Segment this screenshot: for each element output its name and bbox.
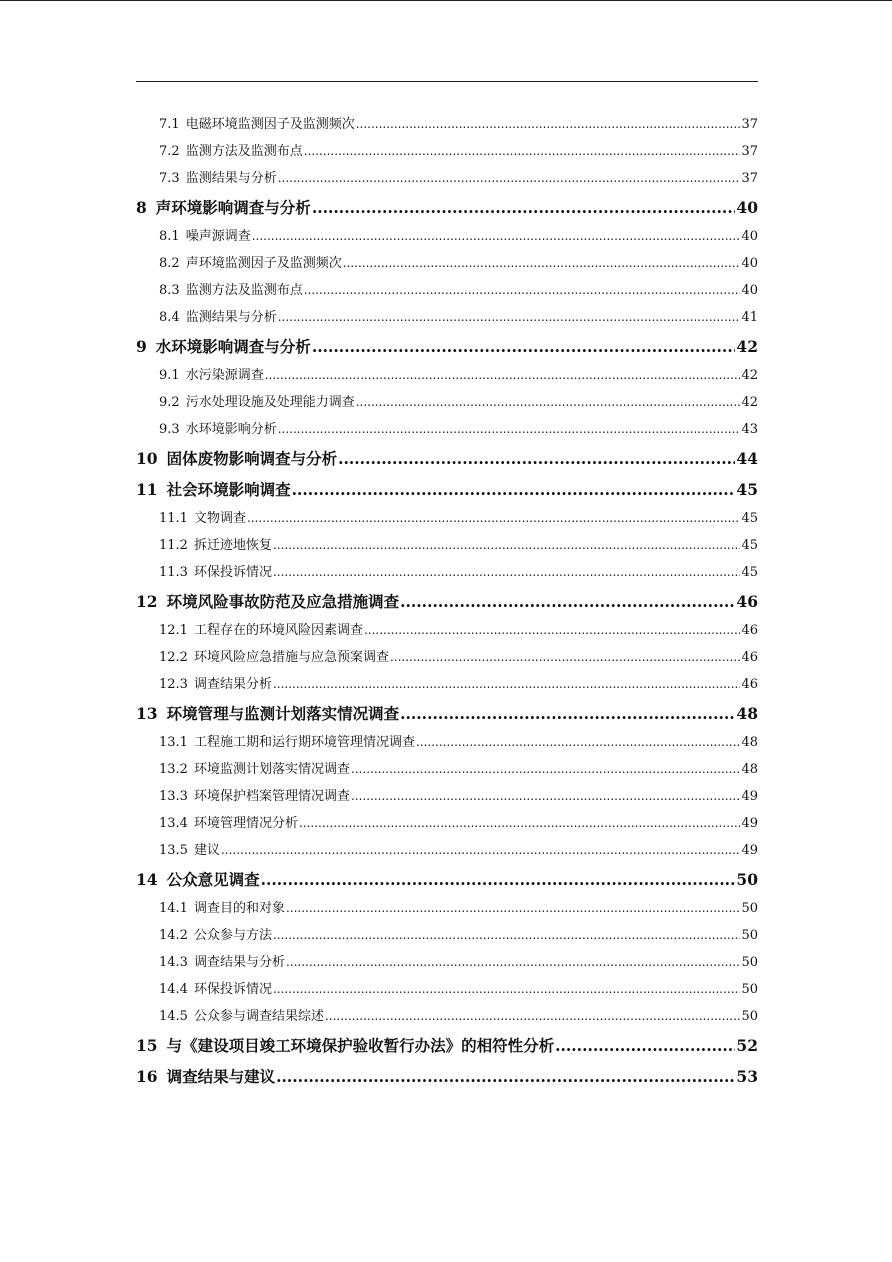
toc-section-entry[interactable] — [136, 304, 758, 331]
toc-entry-page-number: 46 — [741, 623, 758, 638]
toc-entry-page-number: 50 — [741, 928, 758, 943]
toc-entry-title: 公众意见调查 — [166, 870, 260, 889]
toc-dot-leader — [325, 1003, 740, 1030]
toc-entry-title: 水环境影响调查与分析 — [155, 337, 311, 356]
toc-dot-leader — [416, 729, 740, 756]
toc-entry-title: 环境保护档案管理情况调查 — [193, 789, 350, 804]
toc-section-entry[interactable] — [136, 729, 758, 756]
toc-entry-number: 14.5 — [159, 1009, 188, 1024]
toc-entry-title: 环境监测计划落实情况调查 — [193, 762, 350, 777]
toc-chapter-entry[interactable] — [136, 443, 758, 474]
toc-dot-leader — [312, 331, 736, 362]
toc-dot-leader — [286, 949, 740, 976]
toc-section-entry[interactable] — [136, 810, 758, 837]
toc-entry-number: 14.4 — [159, 982, 188, 997]
toc-entry-number: 8.1 — [159, 229, 180, 244]
toc-section-entry[interactable] — [136, 756, 758, 783]
toc-entry-title: 声环境监测因子及监测频次 — [185, 256, 342, 271]
toc-entry-title: 调查目的和对象 — [193, 901, 285, 916]
toc-section-entry[interactable] — [136, 138, 758, 165]
toc-dot-leader — [273, 532, 740, 559]
toc-entry-page-number: 46 — [741, 677, 758, 692]
toc-entry-page-number: 49 — [741, 843, 758, 858]
toc-section-entry[interactable] — [136, 389, 758, 416]
toc-section-entry[interactable] — [136, 671, 758, 698]
toc-dot-leader — [312, 192, 736, 223]
toc-entry-title: 环境管理情况分析 — [193, 816, 298, 831]
toc-entry-number: 11 — [136, 480, 158, 499]
toc-dot-leader — [400, 586, 735, 617]
toc-entry-title: 调查结果分析 — [193, 677, 272, 692]
toc-entry-title: 固体废物影响调查与分析 — [166, 449, 338, 468]
toc-section-entry[interactable] — [136, 277, 758, 304]
toc-entry-number: 7.3 — [159, 171, 180, 186]
toc-entry-title: 建议 — [193, 843, 220, 858]
toc-entry-page-number: 53 — [736, 1067, 758, 1086]
toc-entry-page-number: 37 — [741, 144, 758, 159]
toc-entry-number: 9.1 — [159, 368, 180, 383]
toc-entry-number: 11.1 — [159, 511, 188, 526]
toc-entry-number: 13.5 — [159, 843, 188, 858]
toc-entry-page-number: 45 — [741, 565, 758, 580]
toc-section-entry[interactable] — [136, 416, 758, 443]
toc-entry-page-number: 42 — [741, 395, 758, 410]
toc-dot-leader — [273, 976, 740, 1003]
toc-entry-page-number: 40 — [741, 283, 758, 298]
toc-entry-number: 14.3 — [159, 955, 188, 970]
toc-entry-page-number: 43 — [741, 422, 758, 437]
toc-section-entry[interactable] — [136, 223, 758, 250]
toc-dot-leader — [356, 389, 741, 416]
toc-dot-leader — [261, 864, 736, 895]
toc-entry-title: 公众参与方法 — [193, 928, 272, 943]
toc-dot-leader — [273, 559, 740, 586]
toc-entry-number: 9.2 — [159, 395, 180, 410]
toc-dot-leader — [555, 1030, 735, 1061]
toc-entry-title: 水环境影响分析 — [185, 422, 277, 437]
toc-entry-page-number: 40 — [736, 198, 758, 217]
toc-entry-page-number: 50 — [736, 870, 758, 889]
toc-entry-number: 14.1 — [159, 901, 188, 916]
toc-section-entry[interactable] — [136, 783, 758, 810]
toc-entry-title: 调查结果与分析 — [193, 955, 285, 970]
toc-entry-title: 监测结果与分析 — [185, 171, 277, 186]
toc-entry-number: 13.1 — [159, 735, 188, 750]
toc-entry-page-number: 50 — [741, 955, 758, 970]
toc-entry-title: 污水处理设施及处理能力调查 — [185, 395, 355, 410]
toc-entry-page-number: 49 — [741, 816, 758, 831]
toc-dot-leader — [343, 250, 741, 277]
toc-entry-number: 7.1 — [159, 117, 180, 132]
toc-entry-title: 公众参与调查结果综述 — [193, 1009, 324, 1024]
toc-entry-page-number: 42 — [741, 368, 758, 383]
toc-entry-number: 14 — [136, 870, 158, 889]
toc-entry-page-number: 48 — [736, 704, 758, 723]
toc-section-entry[interactable] — [136, 250, 758, 277]
toc-entry-number: 9.3 — [159, 422, 180, 437]
toc-entry-page-number: 40 — [741, 256, 758, 271]
toc-dot-leader — [364, 617, 740, 644]
toc-entry-page-number: 48 — [741, 762, 758, 777]
toc-entry-title: 声环境影响调查与分析 — [155, 198, 311, 217]
toc-entry-title: 拆迁迹地恢复 — [193, 538, 272, 553]
toc-dot-leader — [278, 416, 741, 443]
toc-section-entry[interactable] — [136, 505, 758, 532]
toc-section-entry[interactable] — [136, 1003, 758, 1030]
toc-dot-leader — [278, 304, 741, 331]
toc-section-entry[interactable] — [136, 644, 758, 671]
toc-entry-page-number: 50 — [741, 1009, 758, 1024]
toc-entry-number: 8.4 — [159, 310, 180, 325]
toc-dot-leader — [356, 111, 741, 138]
toc-entry-number: 12.3 — [159, 677, 188, 692]
toc-chapter-entry[interactable] — [136, 1061, 758, 1092]
toc-dot-leader — [351, 756, 740, 783]
toc-entry-title: 环境风险应急措施与应急预案调查 — [193, 650, 389, 665]
toc-entry-number: 8 — [136, 198, 147, 217]
toc-dot-leader — [304, 138, 741, 165]
toc-dot-leader — [286, 895, 740, 922]
toc-entry-title: 工程存在的环境风险因素调查 — [193, 623, 363, 638]
toc-dot-leader — [265, 362, 741, 389]
toc-section-entry[interactable] — [136, 837, 758, 864]
toc-entry-number: 10 — [136, 449, 158, 468]
toc-chapter-entry[interactable] — [136, 864, 758, 895]
toc-entry-page-number: 45 — [736, 480, 758, 499]
toc-section-entry[interactable] — [136, 362, 758, 389]
toc-entry-page-number: 45 — [741, 511, 758, 526]
toc-dot-leader — [292, 474, 736, 505]
toc-chapter-entry[interactable] — [136, 1030, 758, 1061]
toc-entry-page-number: 42 — [736, 337, 758, 356]
toc-entry-page-number: 45 — [741, 538, 758, 553]
page-top-border — [0, 0, 892, 1]
toc-chapter-entry[interactable] — [136, 474, 758, 505]
toc-entry-number: 11.2 — [159, 538, 188, 553]
toc-entry-page-number: 50 — [741, 901, 758, 916]
toc-section-entry[interactable] — [136, 111, 758, 138]
toc-dot-leader — [276, 1061, 735, 1092]
header-rule — [136, 81, 758, 82]
toc-entry-title: 环保投诉情况 — [193, 982, 272, 997]
toc-chapter-entry[interactable] — [136, 192, 758, 223]
toc-entry-number: 15 — [136, 1036, 158, 1055]
toc-dot-leader — [390, 644, 740, 671]
toc-entry-title: 调查结果与建议 — [166, 1067, 276, 1086]
toc-dot-leader — [247, 505, 740, 532]
toc-entry-page-number: 40 — [741, 229, 758, 244]
toc-dot-leader — [338, 443, 735, 474]
toc-entry-page-number: 44 — [736, 449, 758, 468]
toc-entry-number: 14.2 — [159, 928, 188, 943]
toc-dot-leader — [273, 922, 740, 949]
toc-entry-title: 水污染源调查 — [185, 368, 264, 383]
toc-entry-page-number: 46 — [736, 592, 758, 611]
toc-section-entry[interactable] — [136, 617, 758, 644]
toc-dot-leader — [252, 223, 741, 250]
toc-chapter-entry[interactable] — [136, 698, 758, 729]
toc-section-entry[interactable] — [136, 922, 758, 949]
toc-dot-leader — [278, 165, 741, 192]
toc-entry-number: 8.2 — [159, 256, 180, 271]
toc-entry-number: 13 — [136, 704, 158, 723]
toc-entry-title: 文物调查 — [193, 511, 246, 526]
toc-entry-page-number: 37 — [741, 117, 758, 132]
toc-entry-title: 噪声源调查 — [185, 229, 251, 244]
toc-entry-number: 11.3 — [159, 565, 188, 580]
toc-entry-page-number: 48 — [741, 735, 758, 750]
toc-entry-title: 与《建设项目竣工环境保护验收暂行办法》的相符性分析 — [166, 1036, 555, 1055]
toc-entry-title: 电磁环境监测因子及监测频次 — [185, 117, 355, 132]
toc-dot-leader — [351, 783, 740, 810]
toc-section-entry[interactable] — [136, 165, 758, 192]
toc-entry-page-number: 41 — [741, 310, 758, 325]
toc-entry-page-number: 49 — [741, 789, 758, 804]
toc-chapter-entry[interactable] — [136, 331, 758, 362]
toc-section-entry[interactable] — [136, 976, 758, 1003]
toc-entry-page-number: 50 — [741, 982, 758, 997]
table-of-contents — [136, 111, 758, 1092]
toc-entry-title: 环保投诉情况 — [193, 565, 272, 580]
toc-entry-page-number: 37 — [741, 171, 758, 186]
toc-entry-title: 社会环境影响调查 — [166, 480, 291, 499]
toc-chapter-entry[interactable] — [136, 586, 758, 617]
toc-dot-leader — [273, 671, 740, 698]
toc-entry-number: 16 — [136, 1067, 158, 1086]
toc-dot-leader — [221, 837, 740, 864]
toc-entry-number: 12.2 — [159, 650, 188, 665]
toc-dot-leader — [304, 277, 741, 304]
toc-entry-page-number: 46 — [741, 650, 758, 665]
toc-section-entry[interactable] — [136, 532, 758, 559]
toc-entry-title: 环境风险事故防范及应急措施调查 — [166, 592, 400, 611]
toc-entry-number: 13.4 — [159, 816, 188, 831]
toc-dot-leader — [400, 698, 735, 729]
toc-entry-number: 7.2 — [159, 144, 180, 159]
toc-section-entry[interactable] — [136, 949, 758, 976]
toc-entry-number: 13.2 — [159, 762, 188, 777]
toc-section-entry[interactable] — [136, 895, 758, 922]
toc-entry-number: 13.3 — [159, 789, 188, 804]
toc-section-entry[interactable] — [136, 559, 758, 586]
toc-entry-number: 8.3 — [159, 283, 180, 298]
toc-entry-title: 监测方法及监测布点 — [185, 144, 303, 159]
toc-entry-number: 12.1 — [159, 623, 188, 638]
toc-entry-title: 环境管理与监测计划落实情况调查 — [166, 704, 400, 723]
toc-entry-title: 监测结果与分析 — [185, 310, 277, 325]
toc-entry-number: 12 — [136, 592, 158, 611]
toc-dot-leader — [299, 810, 740, 837]
toc-entry-title: 工程施工期和运行期环境管理情况调查 — [193, 735, 415, 750]
toc-entry-page-number: 52 — [736, 1036, 758, 1055]
toc-entry-title: 监测方法及监测布点 — [185, 283, 303, 298]
toc-entry-number: 9 — [136, 337, 147, 356]
